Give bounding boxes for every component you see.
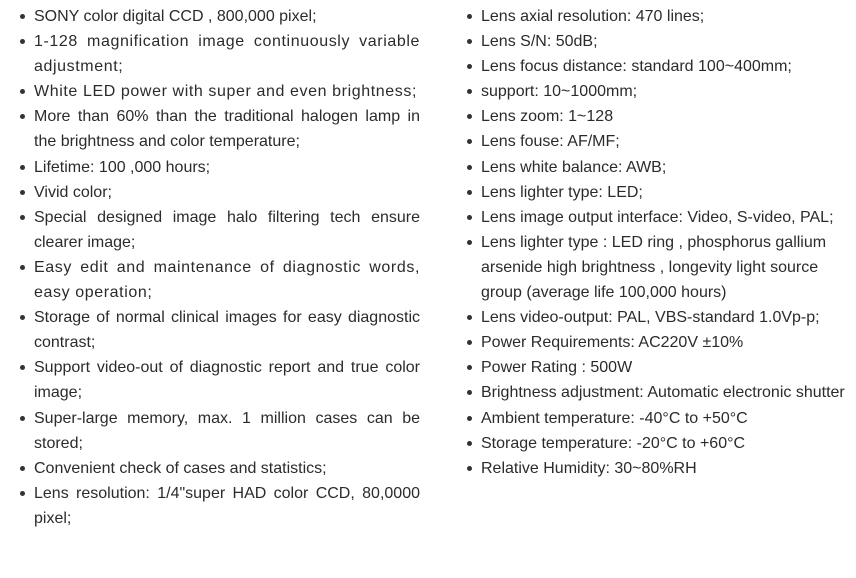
list-item xyxy=(20,79,420,104)
bullet-icon xyxy=(20,165,25,170)
list-item-text: Support video-out of diagnostic report and true color image; xyxy=(34,359,420,402)
list-item-text: Lens S/N: 50dB; xyxy=(481,33,598,51)
list-item-text: Vivid color; xyxy=(34,183,112,201)
bullet-icon xyxy=(467,89,472,94)
bullet-icon xyxy=(467,441,472,446)
bullet-icon xyxy=(20,215,25,220)
spec-list-right xyxy=(467,4,847,481)
bullet-icon xyxy=(20,365,25,370)
bullet-icon xyxy=(467,315,472,320)
bullet-icon xyxy=(20,466,25,471)
spec-list-left xyxy=(20,4,420,531)
list-item xyxy=(467,205,847,230)
list-item-text: Lifetime: 100 ,000 hours; xyxy=(34,158,211,176)
bullet-icon xyxy=(467,14,472,19)
list-item xyxy=(20,29,420,79)
list-item-text: Lens video-output: PAL, VBS-standard 1.0Vp-p; xyxy=(481,309,820,327)
list-item xyxy=(467,129,847,154)
list-item-text: More than 60% than the traditional halogen lamp in the brightness and color temperature; xyxy=(34,108,420,151)
bullet-icon xyxy=(20,114,25,119)
bullet-icon xyxy=(467,215,472,220)
list-item-text: Lens image output interface: Video, S-video, PAL; xyxy=(481,208,834,226)
list-item xyxy=(467,4,847,29)
bullet-icon xyxy=(467,390,472,395)
bullet-icon xyxy=(20,39,25,44)
bullet-icon xyxy=(467,39,472,44)
bullet-icon xyxy=(467,416,472,421)
list-item-text: Lens lighter type : LED ring , phosphorus gallium arsenide high brightness , longevity light source group (average life 100,000 hours) xyxy=(481,233,827,302)
list-item-text: Lens axial resolution: 470 lines; xyxy=(481,8,705,25)
list-item xyxy=(467,380,847,405)
bullet-icon xyxy=(467,365,472,370)
list-item-text: Ambient temperature: -40°C to +50°C xyxy=(481,409,748,427)
list-item-text: Special designed image halo filtering tech ensure clearer image; xyxy=(34,208,420,251)
list-item xyxy=(20,305,420,355)
list-item xyxy=(20,456,420,481)
list-item-text: Power Rating : 500W xyxy=(481,359,633,377)
list-item-text: Storage of normal clinical images for easy diagnostic contrast; xyxy=(34,309,420,352)
bullet-icon xyxy=(467,64,472,69)
list-item-text: Power Requirements: AC220V ±10% xyxy=(481,334,744,352)
list-item-text: Super-large memory, max. 1 million cases can be stored; xyxy=(34,409,420,452)
list-item xyxy=(20,155,420,180)
list-item-text: Convenient check of cases and statistics; xyxy=(34,459,327,477)
bullet-icon xyxy=(467,240,472,245)
list-item-text: Lens fouse: AF/MF; xyxy=(481,133,620,151)
bullet-icon xyxy=(20,265,25,270)
list-item xyxy=(467,330,847,355)
list-item xyxy=(20,205,420,255)
bullet-icon xyxy=(467,139,472,144)
list-item-text: Easy edit and maintenance of diagnostic words, easy operation; xyxy=(34,258,420,302)
list-item-text: Lens focus distance: standard 100~400mm; xyxy=(481,58,792,76)
list-item-text: Brightness adjustment: Automatic electronic shutter xyxy=(481,384,845,402)
list-item xyxy=(20,481,420,531)
list-item xyxy=(20,255,420,305)
list-item-text: 1-128 magnification image continuously variable adjustment; xyxy=(34,33,420,76)
list-item xyxy=(467,180,847,205)
list-item-text: Storage temperature: -20°C to +60°C xyxy=(481,434,746,452)
list-item xyxy=(467,355,847,380)
list-item-text: Lens zoom: 1~128 xyxy=(481,108,614,126)
bullet-icon xyxy=(467,190,472,195)
bullet-icon xyxy=(20,190,25,195)
bullet-icon xyxy=(20,14,25,19)
list-item xyxy=(467,29,847,54)
list-item xyxy=(20,104,420,154)
list-item xyxy=(467,406,847,431)
list-item-text: Lens lighter type: LED; xyxy=(481,183,643,201)
list-item-text: SONY color digital CCD , 800,000 pixel; xyxy=(34,8,317,25)
bullet-icon xyxy=(20,315,25,320)
list-item xyxy=(467,305,847,330)
list-item xyxy=(467,230,847,305)
bullet-icon xyxy=(20,416,25,421)
bullet-icon xyxy=(20,491,25,496)
list-item xyxy=(20,355,420,405)
list-item xyxy=(467,54,847,79)
list-item xyxy=(467,431,847,456)
list-item xyxy=(467,104,847,129)
list-item xyxy=(20,4,420,29)
list-item-text: Lens white balance: AWB; xyxy=(481,158,667,176)
list-item-text: Lens resolution: 1/4"super HAD color CCD, 80,0000 pixel; xyxy=(34,484,420,527)
bullet-icon xyxy=(467,165,472,170)
list-item xyxy=(467,155,847,180)
bullet-icon xyxy=(467,114,472,119)
list-item-text: support: 10~1000mm; xyxy=(481,83,638,101)
list-item xyxy=(467,79,847,104)
bullet-icon xyxy=(467,340,472,345)
list-item xyxy=(467,456,847,481)
list-item xyxy=(20,406,420,456)
bullet-icon xyxy=(467,466,472,471)
list-item xyxy=(20,180,420,205)
list-item-text: White LED power with super and even brightness; xyxy=(34,83,418,101)
bullet-icon xyxy=(20,89,25,94)
list-item-text: Relative Humidity: 30~80%RH xyxy=(481,459,697,477)
